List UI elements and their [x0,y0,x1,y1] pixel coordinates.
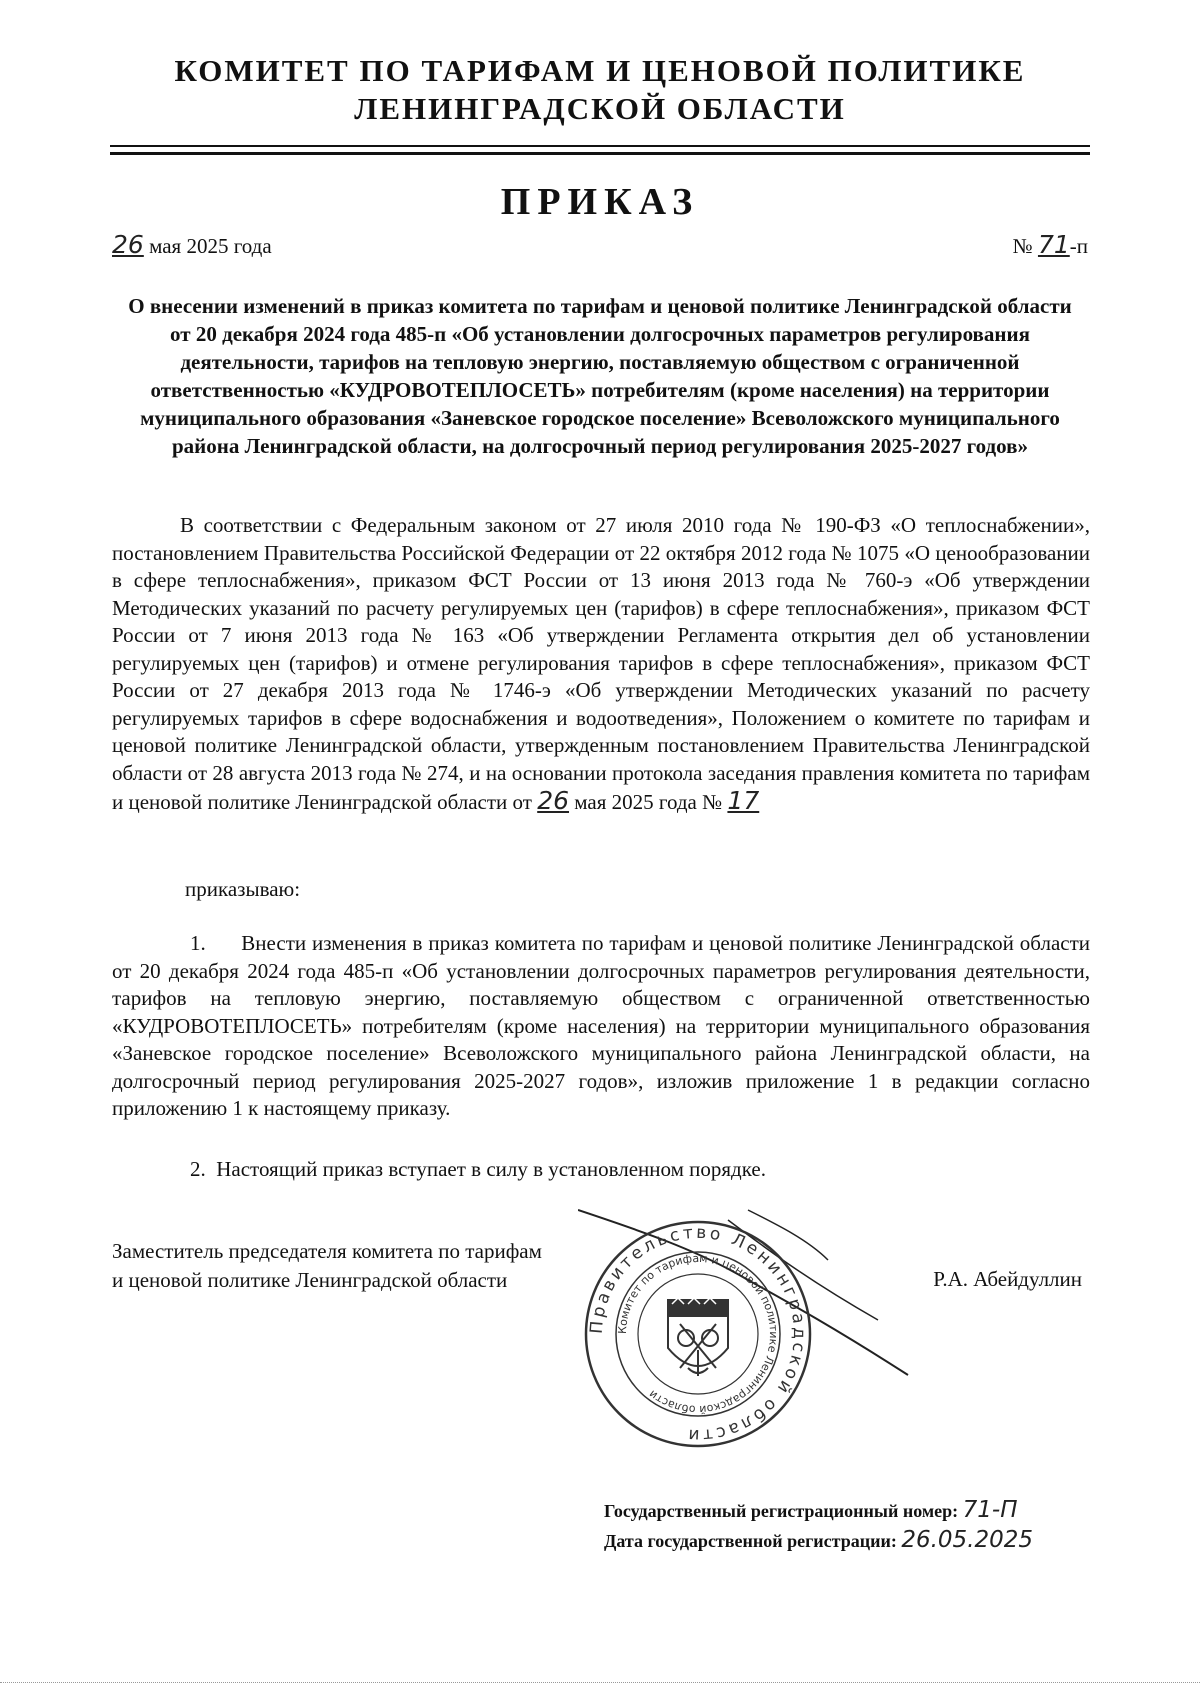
order-verb: приказываю: [185,877,301,901]
number-suffix: -п [1069,234,1088,258]
issuer-line-1: КОМИТЕТ ПО ТАРИФАМ И ЦЕНОВОЙ ПОЛИТИКЕ [174,53,1026,88]
handwritten-day: 26 [112,230,144,259]
official-seal [582,1218,814,1450]
handwritten-registration-date: 26.05.2025 [901,1527,1034,1553]
order-subject: О внесении изменений в приказ комитета по тарифам и ценовой политике Ленинградской области от 20 декабря 2024 года 485-п «Об установлении долгосрочных параметров регулирования деятельности, тарифов на тепловую энергию, поставляемую обществом с ограниченной ответственностью «КУДРОВОТЕПЛОСЕТЬ» потребителям (кроме населения) на территории муниципального образования «Заневское городское поселение» Всеволожского муниципального района Ленинградской области, на долгосрочный период регулирования 2025-2027 годов» [128,294,1072,458]
order-date [112,230,272,259]
issuer-line-2: ЛЕНИНГРАДСКОЙ ОБЛАСТИ [354,91,846,126]
order-item-2: 2. Настоящий приказ вступает в силу в установленном порядке. [190,1157,766,1181]
signatory-position-line-2: и ценовой политике Ленинградской области [112,1268,508,1292]
handwritten-protocol-day: 26 [537,786,570,815]
header-rule-thin [110,145,1090,147]
registration-number [604,1497,1018,1523]
seal-inner-text: Комитет по тарифам и ценовой политике Ленинградской области [615,1251,781,1417]
handwritten-protocol-number: 17 [727,786,760,815]
seal-outer-text: Правительство Ленинградской области [586,1222,810,1446]
signatory-position-line-1: Заместитель председателя комитета по тарифам [112,1239,542,1263]
handwritten-registration-number: 71-П [962,1497,1018,1523]
number-prefix: № [1012,234,1033,258]
order-date-text: мая 2025 года [149,234,272,258]
registration-date-label: Дата государственной регистрации: [604,1531,897,1551]
signatory-name: Р.А. Абейдуллин [933,1267,1082,1291]
legal-basis-date: мая 2025 года № [574,790,723,814]
handwritten-number: 71 [1037,230,1070,259]
order-number [1013,230,1088,259]
page-bottom-edge [0,1682,1200,1683]
seal-coat-of-arms [668,1298,728,1376]
header-rule-thick [110,152,1090,155]
signatory-position [112,1237,542,1295]
order-item-1: 1. Внести изменения в приказ комитета по тарифам и ценовой политике Ленинградской области от 20 декабря 2024 года 485-п «Об установлении долгосрочных параметров регулирования деятельности, тарифов на тепловую энергию, поставляемую обществом с ограниченной ответственностью «КУДРОВОТЕПЛОСЕТЬ» потребителям (кроме населения) на территории муниципального образования «Заневское городское поселение» Всеволожского муниципального района Ленинградской области, на долгосрочный период регулирования 2025-2027 годов», изложив приложение 1 в редакции согласно приложению 1 к настоящему приказу. [112,931,1090,1120]
legal-basis-paragraph [112,512,1090,817]
legal-basis-text: В соответствии с Федеральным законом от 27 июля 2010 года № 190-ФЗ «О теплоснабжении», постановлением Правительства Российской Федерации от 22 октября 2012 года № 1075 «О ценообразовании в сфере теплоснабжения», приказом ФСТ России от 13 июня 2013 года № 760-э «Об утверждении Методических указаний по расчету регулируемых цен (тарифов) в сфере теплоснабжения», приказом ФСТ России от 7 июня 2013 года № 163 «Об утверждении Регламента открытия дел об установлении регулируемых цен (тарифов) и отмене регулирования тарифов в сфере теплоснабжения», приказом ФСТ России от 27 декабря 2013 года № 1746-э «Об утверждении Методических указаний по расчету регулируемых тарифов в сфере водоснабжения и водоотведения», Положением о комитете по тарифам и ценовой политике Ленинградской области, утвержденным постановлением Правительства Ленинградской области от 28 августа 2013 года № 274, и на основании протокола заседания правления комитета по тарифам и ценовой политике Ленинградской области от [112,513,1090,814]
issuer-header [110,52,1090,128]
registration-number-label: Государственный регистрационный номер: [604,1501,959,1521]
registration-date [604,1527,1033,1553]
document-title: ПРИКАЗ [500,181,700,223]
